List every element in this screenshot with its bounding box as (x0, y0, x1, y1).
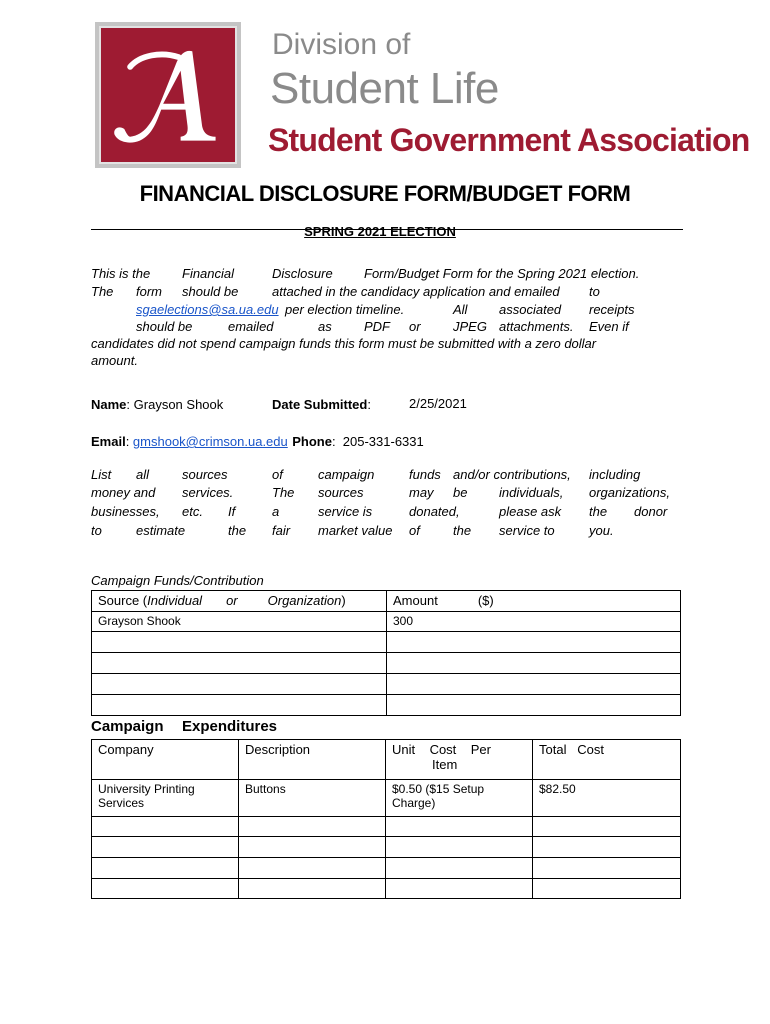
instr-word: service is (318, 504, 373, 519)
total-cost-cell[interactable] (533, 837, 681, 858)
company-cell[interactable] (92, 879, 239, 899)
phone-label: Phone (292, 434, 332, 449)
intro-line: amount. (91, 353, 138, 368)
intro-word: Even if (589, 319, 629, 334)
company-cell[interactable]: University Printing Services (92, 780, 239, 817)
table-row (92, 817, 681, 837)
intro-word: PDF (364, 319, 390, 334)
instr-word: market value (318, 523, 393, 538)
table-row (92, 780, 681, 817)
source-cell[interactable] (92, 632, 387, 653)
source-cell[interactable] (92, 695, 387, 716)
table-row (92, 858, 681, 879)
header-text: Organization (267, 593, 342, 608)
unit-cost-cell[interactable] (386, 817, 533, 837)
colon: : (367, 397, 371, 412)
description-header: Description (239, 740, 386, 780)
total-cost-cell[interactable] (533, 817, 681, 837)
intro-word: as (318, 319, 332, 334)
total-cost-header: Total Cost (533, 740, 681, 780)
instr-word: the (453, 523, 472, 538)
header-text: or (226, 593, 238, 608)
header-text: Source ( (98, 593, 148, 608)
instr-word: of (272, 467, 283, 482)
date-value[interactable]: 2/25/2021 (409, 396, 467, 411)
source-cell[interactable] (92, 674, 387, 695)
intro-word: This is the (91, 266, 151, 281)
amount-cell[interactable]: 300 (387, 612, 681, 632)
form-title: FINANCIAL DISCLOSURE FORM/BUDGET FORM (139, 181, 631, 206)
logo-badge (99, 26, 237, 164)
unit-cost-cell[interactable] (386, 879, 533, 899)
intro-word: receipts (589, 302, 635, 317)
date-label: Date Submitted (272, 397, 368, 412)
intro-word: JPEG (453, 319, 487, 334)
intro-word: Form/Budget Form for the Spring 2021 election. (364, 266, 640, 281)
instr-word: money and (91, 485, 156, 500)
instr-word: estimate (136, 523, 186, 538)
instr-word: the (228, 523, 247, 538)
instr-word: sources (318, 485, 364, 500)
date-field (272, 396, 371, 414)
source-header (92, 591, 387, 612)
instr-word: etc. (182, 504, 203, 519)
instr-word: donated, (409, 504, 460, 519)
instr-word: be (453, 485, 468, 500)
unit-cost-cell[interactable] (386, 837, 533, 858)
funds-table (91, 590, 681, 716)
intro-word: to (589, 284, 600, 299)
expenditures-caption-b: Expenditures (182, 718, 278, 735)
name-field (91, 396, 223, 414)
expenditures-caption-a: Campaign (91, 718, 164, 735)
header-text: Unit Cost Per (392, 742, 491, 757)
amount-cell[interactable] (387, 695, 681, 716)
intro-word: associated (499, 302, 562, 317)
title-rule (91, 229, 683, 230)
amount-header (387, 591, 681, 612)
instr-word: fair (272, 523, 291, 538)
table-row (92, 632, 681, 653)
total-cost-cell[interactable] (533, 858, 681, 879)
instr-word: services. (182, 485, 234, 500)
name-value[interactable]: Grayson Shook (133, 397, 224, 412)
instr-word: may (409, 485, 434, 500)
intro-word: Disclosure (272, 266, 333, 281)
company-cell[interactable] (92, 858, 239, 879)
instr-word: individuals, (499, 485, 564, 500)
instr-word: organizations, (589, 485, 670, 500)
amount-cell[interactable] (387, 653, 681, 674)
student-life-text: Student Life (270, 64, 499, 113)
email-value-link[interactable]: gmshook@crimson.ua.edu (132, 434, 288, 449)
instr-word: List (91, 467, 112, 482)
table-row (92, 674, 681, 695)
instr-word: funds (409, 467, 441, 482)
total-cost-cell[interactable]: $82.50 (533, 780, 681, 817)
instr-word: and/or contributions, (453, 467, 571, 482)
funds-caption: Campaign Funds/Contribution (91, 573, 264, 588)
instr-word: please ask (499, 504, 562, 519)
email-label: Email (91, 434, 126, 449)
university-logo (95, 22, 241, 168)
intro-word: attachments. (499, 319, 574, 334)
instr-word: a (272, 504, 280, 519)
intro-word: or (409, 319, 421, 334)
description-cell[interactable] (239, 817, 386, 837)
source-cell[interactable] (92, 653, 387, 674)
instr-word: businesses, (91, 504, 160, 519)
table-row (92, 653, 681, 674)
instr-word: to (91, 523, 102, 538)
intro-word: should be (136, 319, 193, 334)
intro-word: form (136, 284, 162, 299)
table-row (92, 695, 681, 716)
expenditures-table (91, 739, 681, 899)
total-cost-cell[interactable] (533, 879, 681, 899)
table-row (92, 837, 681, 858)
source-cell[interactable]: Grayson Shook (92, 612, 387, 632)
colon: : (125, 434, 133, 449)
instr-word: If (228, 504, 236, 519)
description-cell[interactable]: Buttons (239, 780, 386, 817)
instr-word: of (409, 523, 420, 538)
colon: : (331, 434, 343, 449)
intro-word: The (91, 284, 114, 299)
intro-word: per election timeline. (285, 302, 405, 317)
election-email-link[interactable]: sgaelections@sa.ua.edu (136, 302, 279, 317)
header-text: ) (341, 593, 346, 608)
division-of-text: Division of (272, 28, 411, 61)
instr-word: donor (634, 504, 668, 519)
header-text: Amount (393, 593, 438, 608)
instr-word: sources (182, 467, 228, 482)
amount-cell[interactable] (387, 674, 681, 695)
intro-word: should be (182, 284, 239, 299)
description-cell[interactable] (239, 879, 386, 899)
colon: : (126, 397, 134, 412)
sga-text: Student Government Association (268, 122, 750, 158)
table-row (92, 612, 681, 632)
expenditures-header-row (92, 740, 681, 780)
intro-word: attached in the candidacy application and emailed (272, 284, 560, 299)
description-cell[interactable] (239, 858, 386, 879)
intro-word: All (453, 302, 468, 317)
company-header: Company (92, 740, 239, 780)
phone-value[interactable]: 205-331-6331 (342, 434, 424, 449)
company-cell[interactable] (92, 837, 239, 858)
header-text: ($) (477, 593, 494, 608)
email-field (91, 433, 424, 451)
instr-word: The (272, 485, 295, 500)
description-cell[interactable] (239, 837, 386, 858)
unit-cost-cell[interactable] (386, 858, 533, 879)
form-subtitle: SPRING 2021 ELECTION (304, 224, 456, 239)
unit-cost-cell[interactable]: $0.50 ($15 Setup Charge) (386, 780, 533, 817)
intro-word: Financial (182, 266, 235, 281)
instr-word: you. (589, 523, 614, 538)
instr-word: service to (499, 523, 555, 538)
instr-word: the (589, 504, 608, 519)
intro-word: emailed (228, 319, 274, 334)
instr-word: all (136, 467, 150, 482)
name-label: Name (91, 397, 127, 412)
intro-line: candidates did not spend campaign funds this form must be submitted with a zero dollar (91, 336, 597, 351)
amount-cell[interactable] (387, 632, 681, 653)
script-a-icon (101, 28, 235, 162)
company-cell[interactable] (92, 817, 239, 837)
instr-word: including (589, 467, 641, 482)
funds-header-row (92, 591, 681, 612)
header-text: Individual (147, 593, 203, 608)
unit-cost-header (386, 740, 533, 780)
table-row (92, 879, 681, 899)
header-text: Item (432, 757, 458, 772)
instr-word: campaign (318, 467, 375, 482)
